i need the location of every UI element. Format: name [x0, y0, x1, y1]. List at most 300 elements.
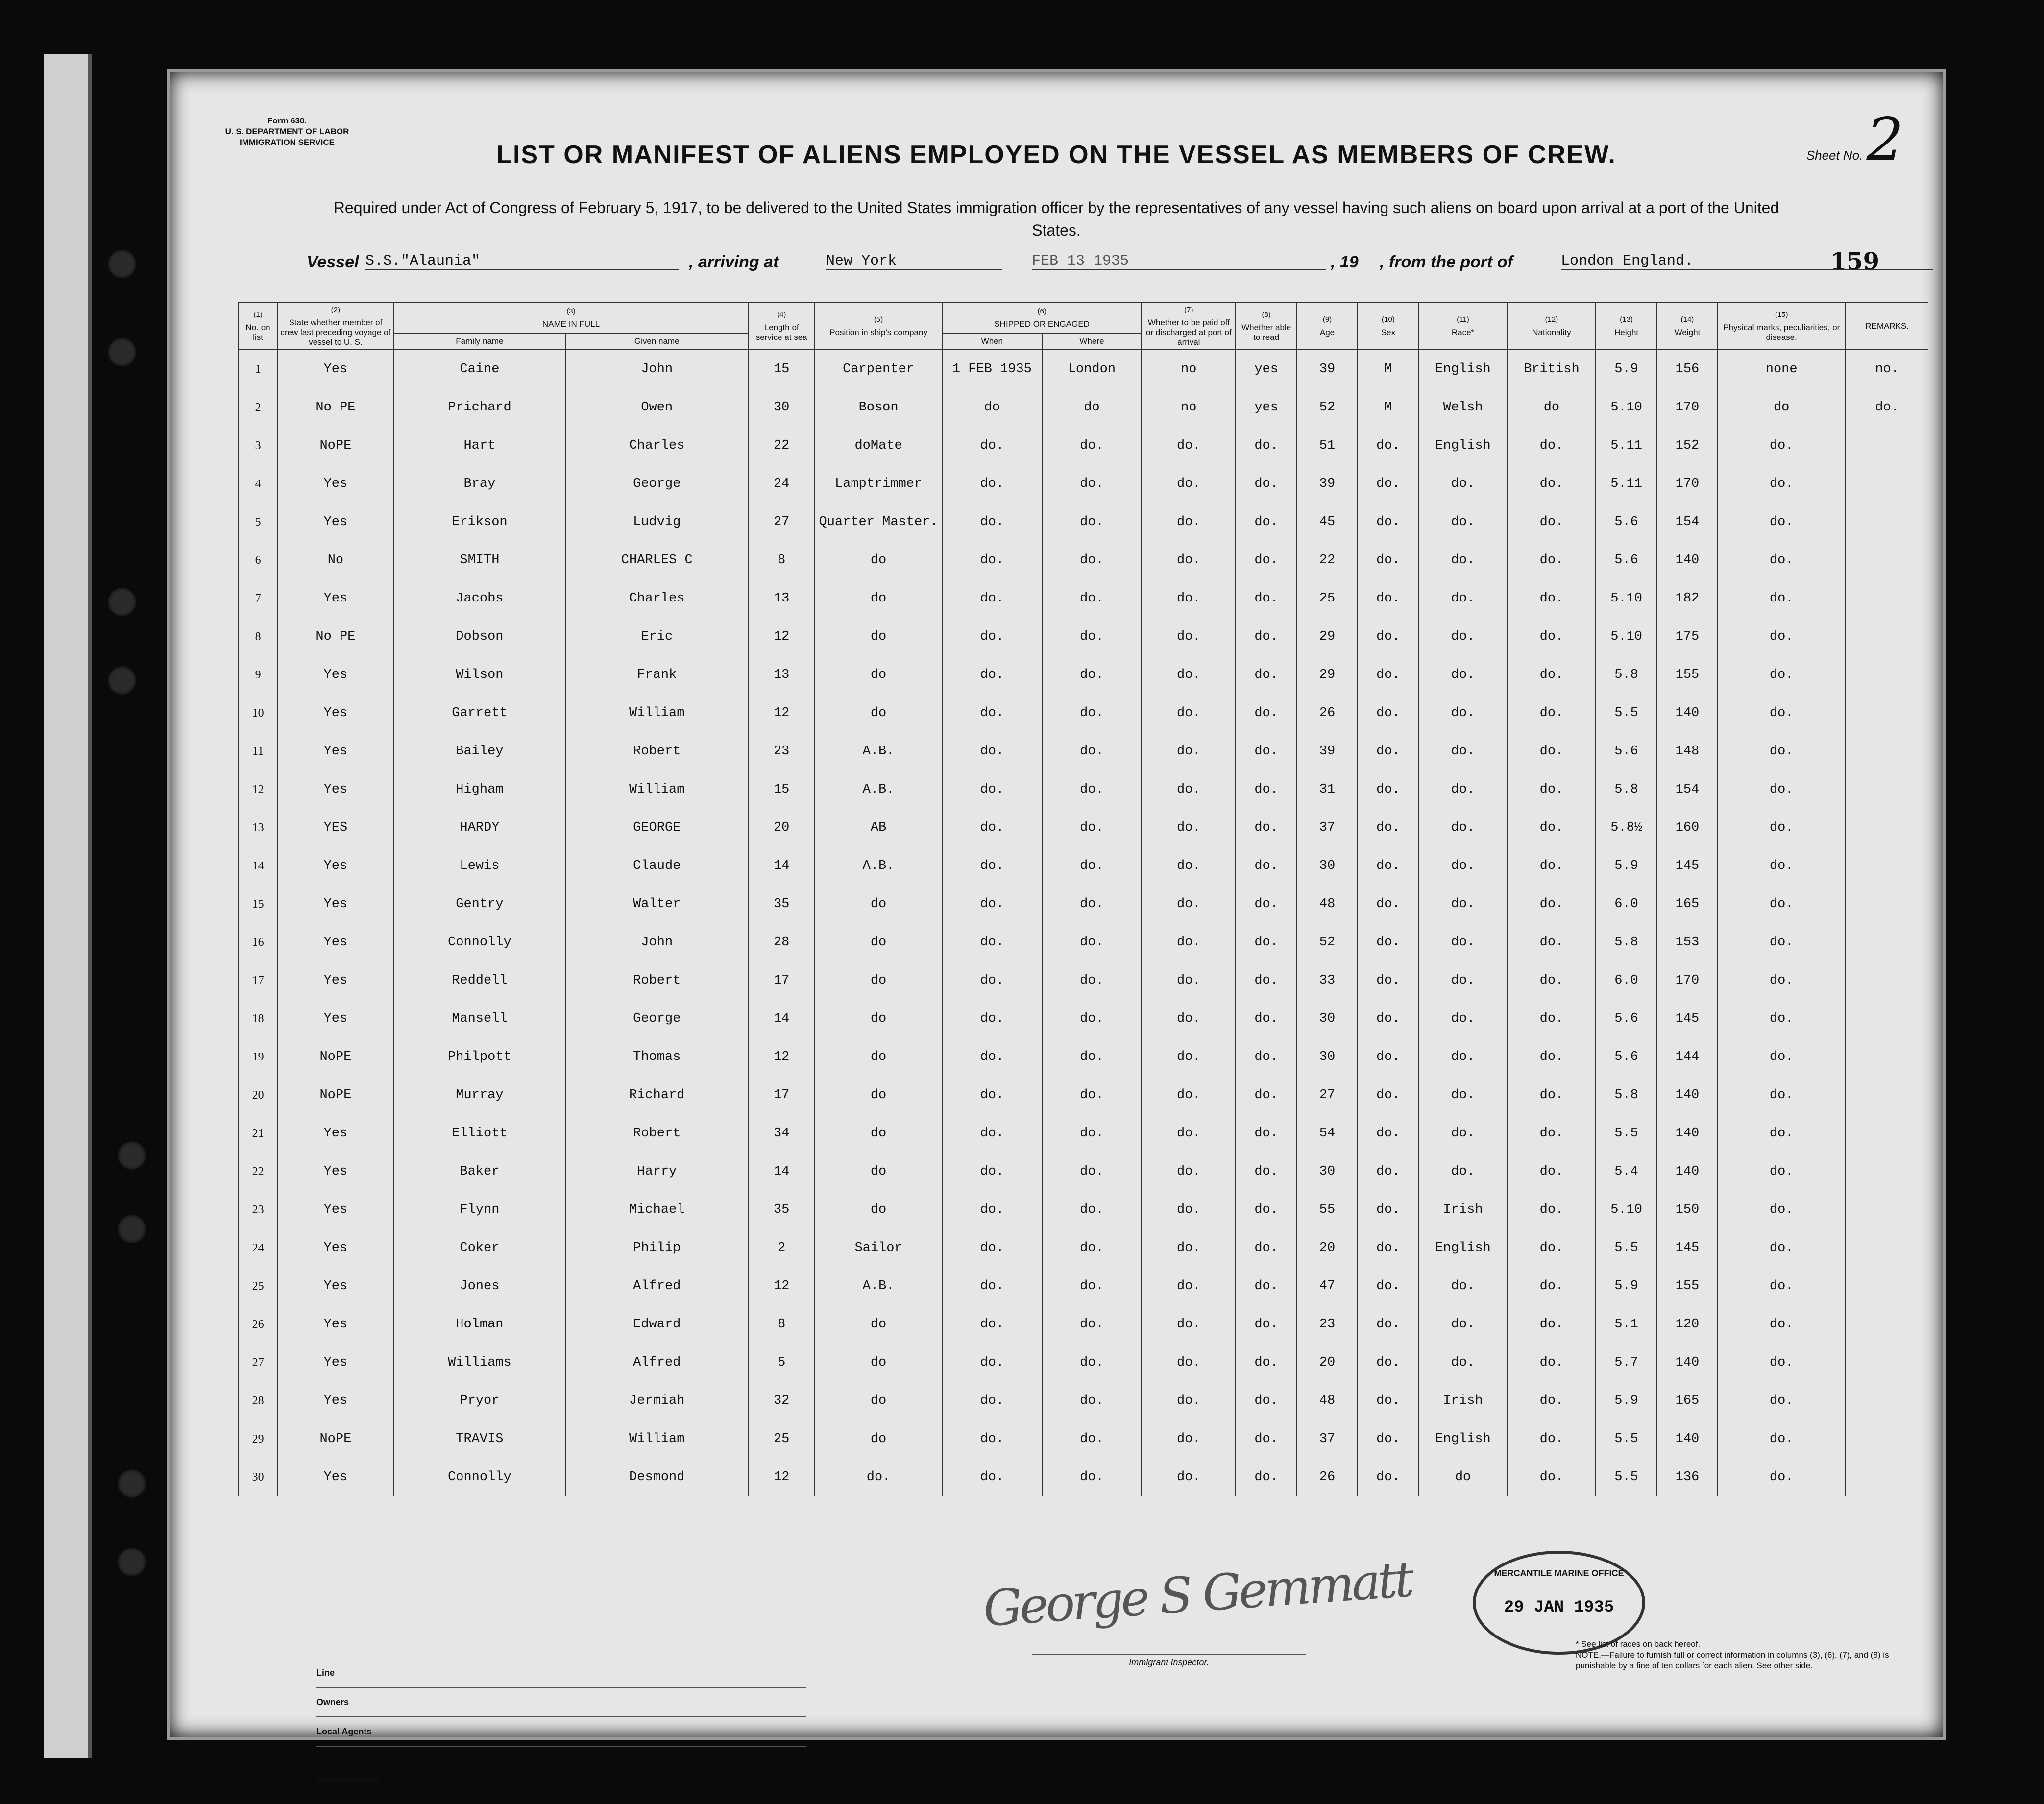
physical-marks-cell: do. — [1718, 847, 1845, 885]
table-row — [239, 350, 1928, 388]
family-name-cell: Murray — [394, 1076, 566, 1114]
page-subtitle: Required under Act of Congress of February 5, 1917, to be delivered to the United States immigration officer by the representatives of any vessel having such aliens on board upon arrival at a port of the United States. — [333, 199, 1779, 239]
weight-cell: 145 — [1657, 1000, 1718, 1038]
shipped-when-cell: do. — [942, 656, 1042, 694]
nationality-cell: do. — [1507, 847, 1596, 885]
weight-cell: 170 — [1657, 388, 1718, 427]
shipped-where-cell: do. — [1042, 1344, 1142, 1382]
given-name-cell: Robert — [565, 1114, 748, 1153]
nationality-cell: British — [1507, 350, 1596, 388]
shipped-where-cell: do. — [1042, 1038, 1142, 1076]
previous-voyage-cell: Yes — [277, 1458, 393, 1496]
race-cell: do. — [1419, 809, 1508, 847]
given-name-cell: Harry — [565, 1153, 748, 1191]
family-name-cell: Bailey — [394, 732, 566, 770]
weight-cell: 182 — [1657, 579, 1718, 618]
previous-voyage-cell: Yes — [277, 1382, 393, 1420]
age-cell: 29 — [1297, 618, 1358, 656]
weight-cell: 150 — [1657, 1191, 1718, 1229]
remarks-cell — [1845, 1114, 1928, 1153]
height-cell: 5.11 — [1596, 465, 1656, 503]
family-name-cell: Wilson — [394, 656, 566, 694]
race-cell: Irish — [1419, 1191, 1508, 1229]
sex-cell: do. — [1358, 579, 1418, 618]
sex-cell: do. — [1358, 656, 1418, 694]
physical-marks-cell: do. — [1718, 962, 1845, 1000]
race-cell: English — [1419, 350, 1508, 388]
physical-marks-cell: do. — [1718, 503, 1845, 541]
col-where-header: Where — [1042, 333, 1142, 350]
given-name-cell: Michael — [565, 1191, 748, 1229]
previous-voyage-cell: Yes — [277, 350, 393, 388]
weight-cell: 140 — [1657, 1076, 1718, 1114]
remarks-cell — [1845, 465, 1928, 503]
given-name-cell: Owen — [565, 388, 748, 427]
physical-marks-cell: do. — [1718, 427, 1845, 465]
length-of-service-cell: 5 — [748, 1344, 815, 1382]
col-height-header: (13) Height — [1596, 303, 1656, 350]
sex-cell: do. — [1358, 847, 1418, 885]
sex-cell: do. — [1358, 1382, 1418, 1420]
weight-cell: 153 — [1657, 923, 1718, 962]
height-cell: 5.9 — [1596, 350, 1656, 388]
row-number-cell: 3 — [239, 427, 277, 465]
race-cell: do. — [1419, 1305, 1508, 1344]
position-cell: do — [815, 1382, 942, 1420]
height-cell: 5.8 — [1596, 656, 1656, 694]
shipped-where-cell: do. — [1042, 1267, 1142, 1305]
age-cell: 20 — [1297, 1229, 1358, 1267]
height-cell: 5.4 — [1596, 1153, 1656, 1191]
nationality-cell: do. — [1507, 770, 1596, 809]
length-of-service-cell: 30 — [748, 388, 815, 427]
position-cell: do — [815, 1114, 942, 1153]
length-of-service-cell: 13 — [748, 579, 815, 618]
shipped-where-cell: do. — [1042, 1000, 1142, 1038]
remarks-cell — [1845, 1305, 1928, 1344]
paid-off-cell: do. — [1142, 1344, 1236, 1382]
remarks-cell — [1845, 809, 1928, 847]
physical-marks-cell: do. — [1718, 541, 1845, 579]
shipped-when-cell: do. — [942, 1153, 1042, 1191]
height-cell: 5.6 — [1596, 732, 1656, 770]
age-cell: 48 — [1297, 885, 1358, 923]
physical-marks-cell: do. — [1718, 770, 1845, 809]
weight-cell: 170 — [1657, 465, 1718, 503]
shipped-where-cell: do. — [1042, 732, 1142, 770]
race-cell: English — [1419, 427, 1508, 465]
race-cell: do. — [1419, 1153, 1508, 1191]
position-cell: do — [815, 1420, 942, 1458]
sex-cell: do. — [1358, 809, 1418, 847]
table-row — [239, 770, 1928, 809]
weight-cell: 120 — [1657, 1305, 1718, 1344]
given-name-cell: Robert — [565, 962, 748, 1000]
remarks-cell — [1845, 962, 1928, 1000]
age-cell: 31 — [1297, 770, 1358, 809]
previous-voyage-cell: Yes — [277, 885, 393, 923]
col-service-header: (4) Length of service at sea — [748, 303, 815, 350]
sex-cell: do. — [1358, 770, 1418, 809]
shipped-when-cell: do. — [942, 465, 1042, 503]
col-no-header: (1) No. on list — [239, 303, 277, 350]
remarks-cell — [1845, 1191, 1928, 1229]
row-number-cell: 9 — [239, 656, 277, 694]
sex-cell: do. — [1358, 923, 1418, 962]
able-to-read-cell: do. — [1236, 1382, 1296, 1420]
able-to-read-cell: do. — [1236, 885, 1296, 923]
length-of-service-cell: 28 — [748, 923, 815, 962]
remarks-cell — [1845, 732, 1928, 770]
height-cell: 5.9 — [1596, 1267, 1656, 1305]
able-to-read-cell: do. — [1236, 809, 1296, 847]
previous-voyage-cell: Yes — [277, 770, 393, 809]
form-department: U. S. DEPARTMENT OF LABOR — [225, 127, 349, 136]
row-number-cell: 6 — [239, 541, 277, 579]
length-of-service-cell: 14 — [748, 1000, 815, 1038]
able-to-read-cell: do. — [1236, 1344, 1296, 1382]
position-cell: do — [815, 1000, 942, 1038]
sex-cell: do. — [1358, 885, 1418, 923]
position-cell: do — [815, 1076, 942, 1114]
remarks-cell — [1845, 656, 1928, 694]
sex-cell: do. — [1358, 732, 1418, 770]
table-row — [239, 618, 1928, 656]
row-number-cell: 16 — [239, 923, 277, 962]
shipped-when-cell: do. — [942, 1267, 1042, 1305]
row-number-cell: 15 — [239, 885, 277, 923]
col-family-name-header: Family name — [394, 333, 566, 350]
physical-marks-cell: do. — [1718, 579, 1845, 618]
shipped-when-cell: do. — [942, 1458, 1042, 1496]
given-name-cell: John — [565, 923, 748, 962]
paid-off-cell: do. — [1142, 1267, 1236, 1305]
previous-voyage-cell: Yes — [277, 847, 393, 885]
race-cell: do. — [1419, 1114, 1508, 1153]
col-paid-off-header: (7) Whether to be paid off or discharged at port of arrival — [1142, 303, 1236, 350]
shipped-when-cell: do — [942, 388, 1042, 427]
shipped-where-cell: do. — [1042, 618, 1142, 656]
previous-voyage-cell: Yes — [277, 503, 393, 541]
physical-marks-cell: do. — [1718, 885, 1845, 923]
height-cell: 5.8 — [1596, 1076, 1656, 1114]
sex-cell: do. — [1358, 1114, 1418, 1153]
remarks-cell — [1845, 427, 1928, 465]
position-cell: Quarter Master. — [815, 503, 942, 541]
shipped-where-cell: do. — [1042, 503, 1142, 541]
age-cell: 37 — [1297, 1420, 1358, 1458]
manifest-sheet — [167, 69, 1946, 1784]
physical-marks-cell: do. — [1718, 1344, 1845, 1382]
punch-hole — [108, 250, 136, 278]
table-row — [239, 427, 1928, 465]
previous-voyage-cell: No — [277, 541, 393, 579]
given-name-cell: William — [565, 770, 748, 809]
shipped-where-cell: do. — [1042, 1305, 1142, 1344]
given-name-cell: George — [565, 1000, 748, 1038]
height-cell: 5.10 — [1596, 579, 1656, 618]
height-cell: 5.5 — [1596, 694, 1656, 732]
shipped-when-cell: do. — [942, 923, 1042, 962]
physical-marks-cell: do. — [1718, 1038, 1845, 1076]
height-cell: 5.9 — [1596, 847, 1656, 885]
weight-cell: 140 — [1657, 1344, 1718, 1382]
col-shipped-header: (6) SHIPPED OR ENGAGED — [942, 303, 1142, 334]
sex-cell: do. — [1358, 1267, 1418, 1305]
row-number-cell: 25 — [239, 1267, 277, 1305]
remarks-cell: no. — [1845, 350, 1928, 388]
weight-cell: 140 — [1657, 1153, 1718, 1191]
paid-off-cell: do. — [1142, 809, 1236, 847]
shipped-where-cell: London — [1042, 350, 1142, 388]
paid-off-cell: no — [1142, 388, 1236, 427]
age-cell: 27 — [1297, 1076, 1358, 1114]
height-cell: 5.5 — [1596, 1229, 1656, 1267]
punch-hole — [118, 1141, 146, 1170]
paid-off-cell: do. — [1142, 465, 1236, 503]
nationality-cell: do. — [1507, 809, 1596, 847]
weight-cell: 145 — [1657, 1229, 1718, 1267]
height-cell: 5.6 — [1596, 1038, 1656, 1076]
remarks-cell — [1845, 1076, 1928, 1114]
shipped-where-cell: do. — [1042, 541, 1142, 579]
able-to-read-cell: do. — [1236, 1229, 1296, 1267]
given-name-cell: Charles — [565, 579, 748, 618]
arriving-port: New York — [826, 253, 1002, 270]
physical-marks-cell: do — [1718, 388, 1845, 427]
col-position-header: (5) Position in ship's company — [815, 303, 942, 350]
position-cell: A.B. — [815, 770, 942, 809]
row-number-cell: 23 — [239, 1191, 277, 1229]
shipped-where-cell: do. — [1042, 656, 1142, 694]
family-name-cell: Prichard — [394, 388, 566, 427]
shipped-where-cell: do. — [1042, 427, 1142, 465]
height-cell: 5.8½ — [1596, 809, 1656, 847]
row-number-cell: 18 — [239, 1000, 277, 1038]
physical-marks-cell: do. — [1718, 732, 1845, 770]
nationality-cell: do. — [1507, 541, 1596, 579]
col-when-header: When — [942, 333, 1042, 350]
previous-voyage-cell: Yes — [277, 465, 393, 503]
length-of-service-cell: 12 — [748, 1458, 815, 1496]
previous-voyage-cell: No PE — [277, 388, 393, 427]
shipped-where-cell: do. — [1042, 694, 1142, 732]
sex-cell: do. — [1358, 1229, 1418, 1267]
race-cell: English — [1419, 1420, 1508, 1458]
row-number-cell: 13 — [239, 809, 277, 847]
age-cell: 54 — [1297, 1114, 1358, 1153]
age-cell: 39 — [1297, 465, 1358, 503]
remarks-cell — [1845, 1344, 1928, 1382]
able-to-read-cell: do. — [1236, 656, 1296, 694]
weight-cell: 140 — [1657, 1114, 1718, 1153]
length-of-service-cell: 13 — [748, 656, 815, 694]
physical-marks-cell: do. — [1718, 1382, 1845, 1420]
remarks-cell — [1845, 1458, 1928, 1496]
height-cell: 5.10 — [1596, 618, 1656, 656]
race-cell: do. — [1419, 579, 1508, 618]
position-cell: AB — [815, 809, 942, 847]
race-cell: do — [1419, 1458, 1508, 1496]
table-row — [239, 847, 1928, 885]
previous-voyage-cell: Yes — [277, 1344, 393, 1382]
family-name-cell: Erikson — [394, 503, 566, 541]
height-cell: 5.11 — [1596, 427, 1656, 465]
height-cell: 5.8 — [1596, 923, 1656, 962]
paid-off-cell: do. — [1142, 1000, 1236, 1038]
physical-marks-cell: do. — [1718, 1420, 1845, 1458]
paid-off-cell: do. — [1142, 1305, 1236, 1344]
nationality-cell: do. — [1507, 885, 1596, 923]
shipped-when-cell: do. — [942, 962, 1042, 1000]
given-name-cell: Eric — [565, 618, 748, 656]
page-title: LIST OR MANIFEST OF ALIENS EMPLOYED ON THE VESSEL AS MEMBERS OF CREW. — [496, 141, 1616, 169]
family-name-cell: Coker — [394, 1229, 566, 1267]
table-row — [239, 503, 1928, 541]
previous-voyage-cell: Yes — [277, 694, 393, 732]
race-cell: Welsh — [1419, 388, 1508, 427]
table-row — [239, 1267, 1928, 1305]
given-name-cell: Alfred — [565, 1267, 748, 1305]
shipped-when-cell: do. — [942, 1344, 1042, 1382]
paid-off-cell: do. — [1142, 847, 1236, 885]
arriving-label: , arriving at — [689, 253, 779, 271]
row-number-cell: 2 — [239, 388, 277, 427]
paid-off-cell: do. — [1142, 503, 1236, 541]
row-number-cell: 24 — [239, 1229, 277, 1267]
shipped-when-cell: do. — [942, 1076, 1042, 1114]
col-previous-voyage-header: (2) State whether member of crew last preceding voyage of vessel to U. S. — [277, 303, 393, 350]
shipped-where-cell: do. — [1042, 847, 1142, 885]
sheet-number-label: Sheet No. — [1806, 148, 1863, 163]
sex-cell: do. — [1358, 1344, 1418, 1382]
shipped-where-cell: do. — [1042, 579, 1142, 618]
race-cell: do. — [1419, 1344, 1508, 1382]
paid-off-cell: do. — [1142, 770, 1236, 809]
race-cell: do. — [1419, 962, 1508, 1000]
previous-voyage-cell: Yes — [277, 1191, 393, 1229]
physical-marks-cell: do. — [1718, 618, 1845, 656]
nationality-cell: do. — [1507, 1076, 1596, 1114]
row-number-cell: 1 — [239, 350, 277, 388]
length-of-service-cell: 35 — [748, 1191, 815, 1229]
remarks-cell — [1845, 579, 1928, 618]
family-name-cell: Higham — [394, 770, 566, 809]
shipped-when-cell: do. — [942, 427, 1042, 465]
height-cell: 5.5 — [1596, 1114, 1656, 1153]
remarks-cell — [1845, 770, 1928, 809]
nationality-cell: do. — [1507, 1305, 1596, 1344]
height-cell: 5.5 — [1596, 1458, 1656, 1496]
shipped-where-cell: do. — [1042, 1229, 1142, 1267]
family-name-cell: Garrett — [394, 694, 566, 732]
nationality-cell: do. — [1507, 1382, 1596, 1420]
shipped-where-cell: do. — [1042, 465, 1142, 503]
able-to-read-cell: do. — [1236, 770, 1296, 809]
col-remarks-header: REMARKS. — [1845, 303, 1928, 350]
row-number-cell: 17 — [239, 962, 277, 1000]
shipped-when-cell: 1 FEB 1935 — [942, 350, 1042, 388]
row-number-cell: 26 — [239, 1305, 277, 1344]
height-cell: 5.10 — [1596, 388, 1656, 427]
table-row — [239, 1344, 1928, 1382]
shipped-where-cell: do. — [1042, 1191, 1142, 1229]
sex-cell: do. — [1358, 1458, 1418, 1496]
family-name-cell: Reddell — [394, 962, 566, 1000]
previous-voyage-cell: Yes — [277, 579, 393, 618]
height-cell: 5.6 — [1596, 541, 1656, 579]
col-nationality-header: (12) Nationality — [1507, 303, 1596, 350]
position-cell: do. — [815, 1458, 942, 1496]
able-to-read-cell: do. — [1236, 1191, 1296, 1229]
paid-off-cell: do. — [1142, 427, 1236, 465]
weight-cell: 175 — [1657, 618, 1718, 656]
shipped-where-cell: do. — [1042, 1114, 1142, 1153]
family-name-cell: Connolly — [394, 923, 566, 962]
race-cell: English — [1419, 1229, 1508, 1267]
paid-off-cell: do. — [1142, 1114, 1236, 1153]
family-name-cell: Flynn — [394, 1191, 566, 1229]
paid-off-cell: do. — [1142, 1076, 1236, 1114]
table-header-row — [239, 303, 1928, 334]
row-number-cell: 30 — [239, 1458, 277, 1496]
form-number: Form 630. — [267, 116, 307, 125]
previous-voyage-cell: Yes — [277, 1267, 393, 1305]
length-of-service-cell: 27 — [748, 503, 815, 541]
race-cell: do. — [1419, 732, 1508, 770]
given-name-cell: Alfred — [565, 1344, 748, 1382]
physical-marks-cell: do. — [1718, 809, 1845, 847]
row-number-cell: 14 — [239, 847, 277, 885]
position-cell: do — [815, 656, 942, 694]
nationality-cell: do. — [1507, 1191, 1596, 1229]
weight-cell: 154 — [1657, 503, 1718, 541]
family-name-cell: Williams — [394, 1344, 566, 1382]
shipped-where-cell: do. — [1042, 809, 1142, 847]
shipped-where-cell: do. — [1042, 923, 1142, 962]
position-cell: do — [815, 579, 942, 618]
shipped-where-cell: do. — [1042, 1458, 1142, 1496]
length-of-service-cell: 20 — [748, 809, 815, 847]
previous-voyage-cell: Yes — [277, 1000, 393, 1038]
given-name-cell: John — [565, 350, 748, 388]
weight-cell: 144 — [1657, 1038, 1718, 1076]
weight-cell: 136 — [1657, 1458, 1718, 1496]
given-name-cell: William — [565, 1420, 748, 1458]
position-cell: do — [815, 923, 942, 962]
race-cell: do. — [1419, 541, 1508, 579]
previous-voyage-cell: Yes — [277, 923, 393, 962]
given-name-cell: Philip — [565, 1229, 748, 1267]
weight-cell: 156 — [1657, 350, 1718, 388]
remarks-cell: do. — [1845, 388, 1928, 427]
manifest-number: 159 — [1830, 248, 1879, 275]
nationality-cell: do. — [1507, 427, 1596, 465]
table-row — [239, 885, 1928, 923]
age-cell: 39 — [1297, 350, 1358, 388]
family-name-cell: TRAVIS — [394, 1420, 566, 1458]
position-cell: Sailor — [815, 1229, 942, 1267]
age-cell: 33 — [1297, 962, 1358, 1000]
position-cell: do — [815, 1153, 942, 1191]
previous-voyage-cell: Yes — [277, 962, 393, 1000]
table-row — [239, 656, 1928, 694]
given-name-cell: Walter — [565, 885, 748, 923]
weight-cell: 152 — [1657, 427, 1718, 465]
length-of-service-cell: 14 — [748, 1153, 815, 1191]
remarks-cell — [1845, 1153, 1928, 1191]
year-label: , 19 — [1331, 253, 1359, 271]
